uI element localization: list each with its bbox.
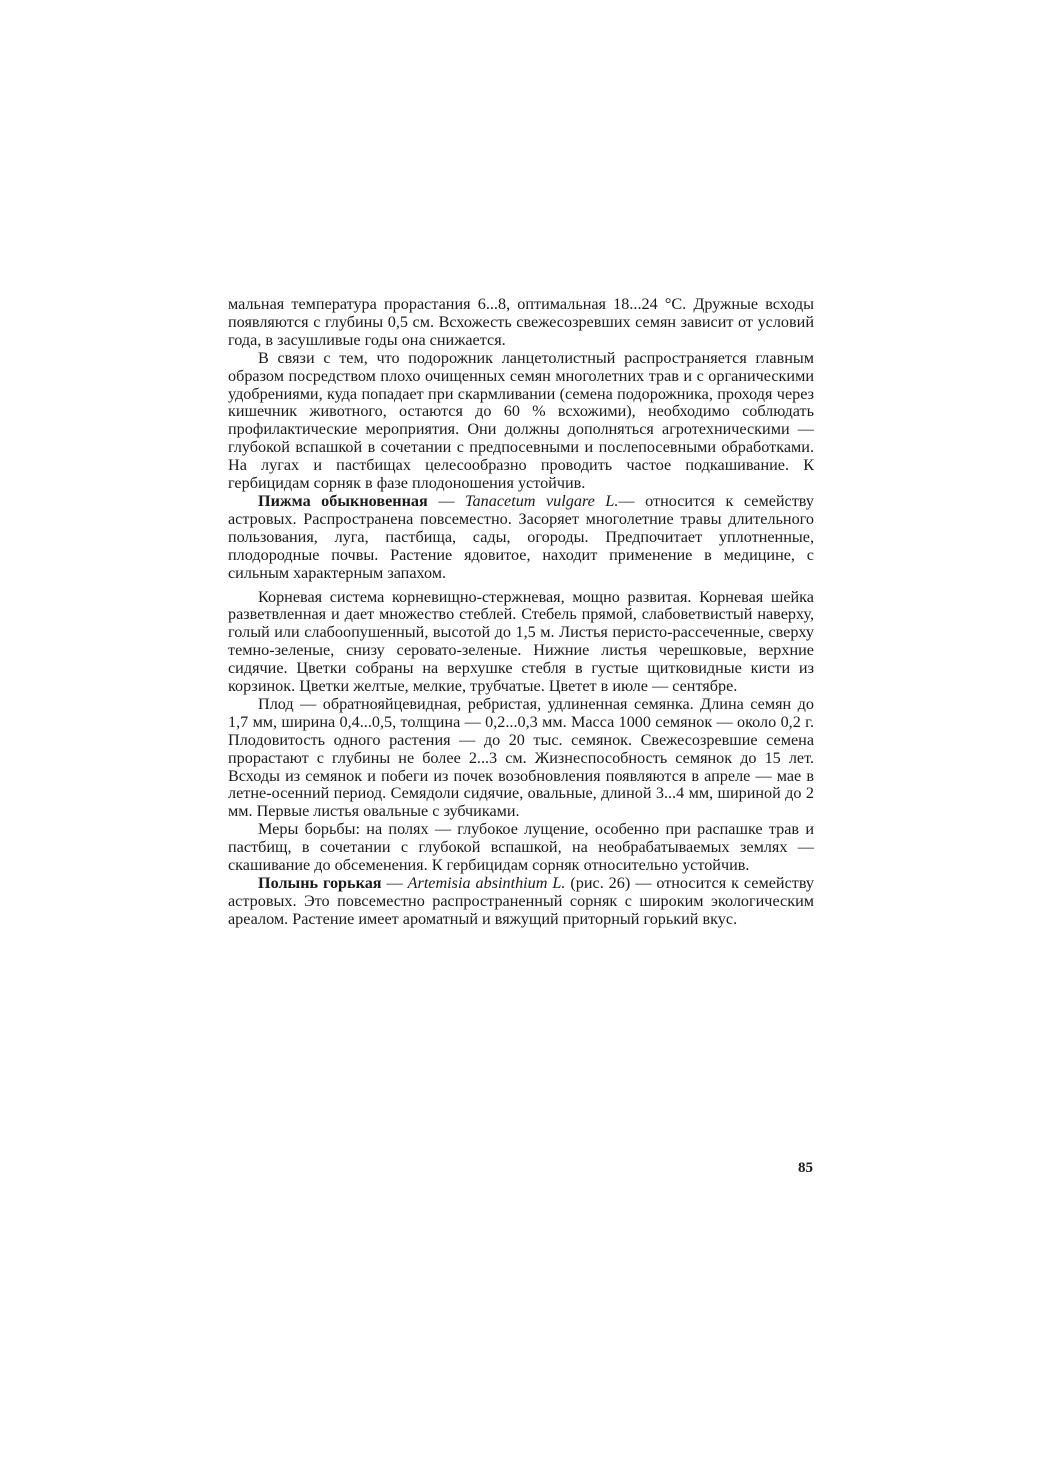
- body-text: [228, 296, 814, 929]
- paragraph-tansy-fruit: [228, 696, 814, 821]
- paragraph-text: мальная температура прорастания 6...8, оптимальная 18...24 °С. Дружные всходы появляются с глубины 0,5 см. Всхожесть свежесозревших семян зависит от условий года, в засушливые годы она снижается.: [228, 295, 814, 349]
- paragraph-text: Плод — обратнояйцевидная, ребристая, удлиненная семянка. Длина семян до 1,7 мм, ширина 0,4...0,5, толщина — 0,2...0,3 мм. Масса 1000 семянок — около 0,2 г. Плодовитость одного растения — до 20 тыс. семянок. Свежесозревшие семена прорастают с глубины не более 2...3 см. Жизнеспособность семянок до 15 лет. Всходы из семянок и побеги из почек возобновления появляются в апреле — мае в летне-осенний период. Семядоли сидячие, овальные, длиной 3...4 мм, шириной до 2 мм. Первые листья овальные с зубчиками.: [228, 694, 814, 821]
- paragraph-text: — относится к семейству астровых. Распространена повсеместно. Засоряет многолетние травы длительного пользования, луга, пастбища, сады, огороды. Предпочитает уплотненные, плодородные почвы. Растение ядовитое, находит применение в медицине, с сильным характерным запахом.: [228, 491, 814, 582]
- paragraph-tansy-control: [228, 821, 814, 875]
- latin-name: Artemisia absinthium L.: [407, 874, 566, 892]
- paragraph-text: Меры борьбы: на полях — глубокое лущение, особенно при распашке трав и пастбищ, в сочетании с глубокой вспашкой, на необрабатываемых землях — скашивание до обсеменения. К гербицидам сорняк относительно устойчив.: [228, 820, 814, 875]
- paragraph-tansy-intro: Пижма обыкновенная — Tanacetum vulgare L.— относится к семейству астровых. Распространена повсеместно. Засоряет многолетние травы длительного пользования, луга, пастбища, сады, огороды. Предпочитает уплотненные, плодородные почвы. Растение ядовитое, находит применение в медицине, с сильным характерным запахом.: [228, 491, 814, 582]
- latin-name: Tanacetum vulgare L.: [465, 491, 619, 510]
- paragraph-tansy-morphology: [228, 589, 814, 696]
- paragraph-text: Корневая система корневищно-стержневая, мощно развитая. Корневая шейка разветвленная и дает множество стеблей. Стебель прямой, слабоветвистый наверху, голый или слабоопушенный, высотой до 1,5 м. Листья перисто-рассеченные, сверху темно-зеленые, снизу серовато-зеленые. Нижние листья черешковые, верхние сидячие. Цветки собраны на верхушке стебля в густые щитковидные кисти из корзинок. Цветки желтые, мелкие, трубчатые. Цветет в июле — сентябре.: [228, 587, 814, 696]
- species-name: Полынь горькая: [258, 874, 382, 892]
- paragraph-text: В связи с тем, что подорожник ланцетолистный распространяется главным образом посредством плохо очищенных семян многолетних трав и с органическими удобрениями, куда попадает при скармливании (семена подорожника, проходя через кишечник животного, остаются до 60 % всхожими), необходимо соблюдать профилактические мероприятия. Они должны дополняться агротехническими — глубокой вспашкой в сочетании с предпосевными и послепосевными обработками. На лугах и пастбищах целесообразно проводить частое подкашивание. К гербицидам сорняк в фазе плодоношения устойчив.: [228, 348, 814, 493]
- paragraph-plantain-control: [228, 350, 814, 493]
- paragraph-wormwood-intro: Полынь горькая — Artemisia absinthium L. (рис. 26) — относится к семейству астровых. Это повсеместно распространенный сорняк с широким экологическим ареалом. Растение имеет ароматный и вяжущий приторный горький вкус.: [228, 874, 815, 928]
- species-name: Пижма обыкновенная: [258, 491, 428, 510]
- paragraph-germination: [228, 296, 814, 350]
- paragraph-text: (рис. 26) — относится к семейству астровых. Это повсеместно распространенный сорняк с широким экологическим ареалом. Растение имеет ароматный и вяжущий приторный горький вкус.: [228, 874, 815, 928]
- page-number: 85: [798, 1160, 813, 1176]
